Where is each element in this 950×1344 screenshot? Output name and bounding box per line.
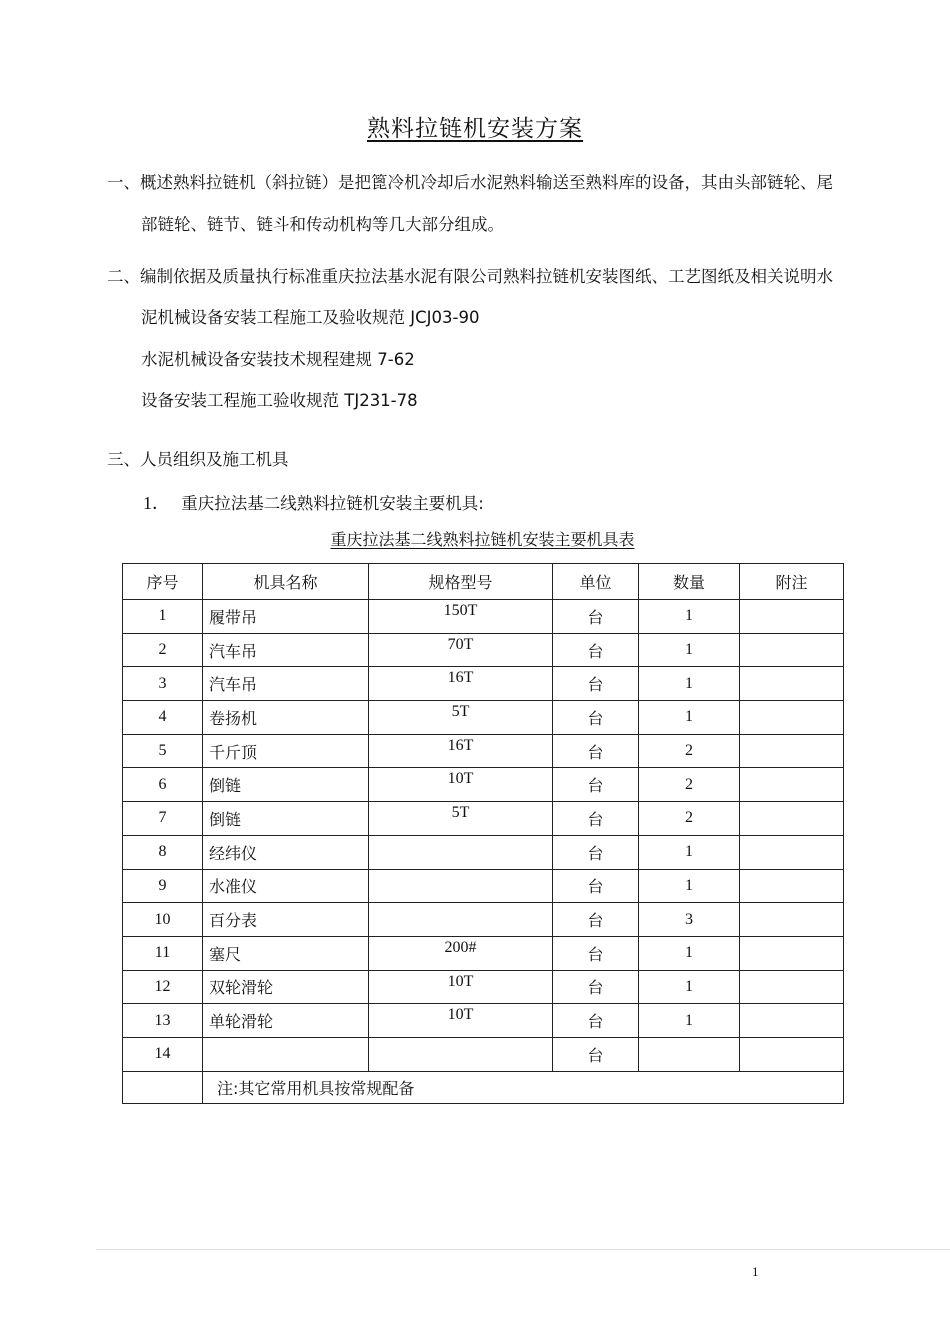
equipment-unit: 台 (553, 1037, 639, 1071)
equipment-quantity: 1 (639, 600, 740, 634)
row-number: 4 (123, 701, 203, 735)
equipment-note (740, 734, 844, 768)
equipment-note (740, 633, 844, 667)
equipment-quantity: 1 (639, 667, 740, 701)
table-header-row (123, 564, 844, 600)
equipment-note (740, 1004, 844, 1038)
equipment-unit: 台 (553, 970, 639, 1004)
equipment-note (740, 600, 844, 634)
row-number: 1 (123, 600, 203, 634)
equipment-name: 倒链 (203, 802, 369, 836)
equipment-quantity: 1 (639, 869, 740, 903)
equipment-name: 单轮滑轮 (203, 1004, 369, 1038)
header-spec: 规格型号 (369, 564, 553, 600)
row-number: 6 (123, 768, 203, 802)
equipment-quantity: 2 (639, 768, 740, 802)
equipment-unit: 台 (553, 903, 639, 937)
table-row (123, 1037, 844, 1071)
table-caption: 重庆拉法基二线熟料拉链机安装主要机具表 (330, 530, 635, 549)
equipment-note (740, 802, 844, 836)
equipment-name: 履带吊 (203, 600, 369, 634)
equipment-unit: 台 (553, 734, 639, 768)
equipment-note (740, 869, 844, 903)
equipment-spec: 10T (369, 1004, 553, 1038)
page-number: 1 (752, 1264, 759, 1279)
equipment-note (740, 701, 844, 735)
equipment-spec: 5T (369, 701, 553, 735)
equipment-name: 塞尺 (203, 936, 369, 970)
table-row (123, 802, 844, 836)
equipment-unit: 台 (553, 701, 639, 735)
row-number: 14 (123, 1037, 203, 1071)
table-row (123, 667, 844, 701)
row-number: 13 (123, 1004, 203, 1038)
header-note: 附注 (740, 564, 844, 600)
equipment-spec: 10T (369, 970, 553, 1004)
equipment-name: 千斤顶 (203, 734, 369, 768)
table-row (123, 633, 844, 667)
row-number: 7 (123, 802, 203, 836)
equipment-name: 汽车吊 (203, 633, 369, 667)
equipment-quantity: 1 (639, 1004, 740, 1038)
equipment-unit: 台 (553, 667, 639, 701)
row-number: 12 (123, 970, 203, 1004)
table-row (123, 903, 844, 937)
equipment-unit: 台 (553, 768, 639, 802)
equipment-note (740, 903, 844, 937)
equipment-name: 百分表 (203, 903, 369, 937)
table-row (123, 1004, 844, 1038)
equipment-unit: 台 (553, 600, 639, 634)
section-2-line-4: 设备安装工程施工验收规范 TJ231-78 (141, 391, 418, 410)
equipment-note (740, 835, 844, 869)
footer-divider (96, 1249, 950, 1250)
equipment-unit: 台 (553, 1004, 639, 1038)
equipment-note (740, 1037, 844, 1071)
equipment-table (122, 563, 844, 1104)
table-row (123, 734, 844, 768)
row-number: 3 (123, 667, 203, 701)
section-2-line-3: 水泥机械设备安装技术规程建规 7-62 (141, 350, 415, 369)
header-unit: 单位 (553, 564, 639, 600)
equipment-spec (369, 869, 553, 903)
equipment-name: 经纬仪 (203, 835, 369, 869)
equipment-note (740, 970, 844, 1004)
section-3-item-1 (143, 489, 484, 515)
header-qty: 数量 (639, 564, 740, 600)
document-title: 熟料拉链机安装方案 (367, 116, 583, 142)
equipment-spec: 150T (369, 600, 553, 634)
item-number: 1． (143, 493, 170, 513)
equipment-quantity: 3 (639, 903, 740, 937)
equipment-unit: 台 (553, 802, 639, 836)
row-number: 9 (123, 869, 203, 903)
table-footnote-row (123, 1071, 844, 1103)
item-text: 重庆拉法基二线熟料拉链机安装主要机具: (181, 494, 484, 513)
equipment-quantity: 1 (639, 701, 740, 735)
table-row (123, 701, 844, 735)
table-row (123, 600, 844, 634)
section-1-line-1: 一、概述熟料拉链机（斜拉链）是把篦冷机冷却后水泥熟料输送至熟料库的设备，其由头部链轮、尾 (107, 173, 833, 192)
equipment-spec: 16T (369, 734, 553, 768)
equipment-spec: 70T (369, 633, 553, 667)
table-row (123, 768, 844, 802)
equipment-note (740, 936, 844, 970)
equipment-name: 汽车吊 (203, 667, 369, 701)
header-name: 机具名称 (203, 564, 369, 600)
equipment-unit: 台 (553, 936, 639, 970)
equipment-quantity (639, 1037, 740, 1071)
equipment-quantity: 2 (639, 734, 740, 768)
section-1-line-2: 部链轮、链节、链斗和传动机构等几大部分组成。 (141, 215, 504, 234)
section-3-heading: 三、人员组织及施工机具 (107, 450, 289, 469)
equipment-name: 倒链 (203, 768, 369, 802)
row-number: 10 (123, 903, 203, 937)
equipment-quantity: 2 (639, 802, 740, 836)
equipment-name: 水准仪 (203, 869, 369, 903)
row-number: 2 (123, 633, 203, 667)
table-row (123, 835, 844, 869)
equipment-spec: 10T (369, 768, 553, 802)
equipment-spec (369, 835, 553, 869)
equipment-note (740, 768, 844, 802)
equipment-name: 双轮滑轮 (203, 970, 369, 1004)
equipment-quantity: 1 (639, 936, 740, 970)
equipment-unit: 台 (553, 835, 639, 869)
header-no: 序号 (123, 564, 203, 600)
table-row (123, 970, 844, 1004)
equipment-unit: 台 (553, 869, 639, 903)
row-number: 11 (123, 936, 203, 970)
row-number: 8 (123, 835, 203, 869)
equipment-spec (369, 1037, 553, 1071)
equipment-spec: 16T (369, 667, 553, 701)
equipment-spec (369, 903, 553, 937)
section-2-line-2: 泥机械设备安装工程施工及验收规范 JCJ03-90 (141, 308, 480, 327)
equipment-note (740, 667, 844, 701)
equipment-quantity: 1 (639, 835, 740, 869)
row-number: 5 (123, 734, 203, 768)
equipment-name (203, 1037, 369, 1071)
equipment-name: 卷扬机 (203, 701, 369, 735)
equipment-spec: 5T (369, 802, 553, 836)
equipment-quantity: 1 (639, 633, 740, 667)
table-row (123, 869, 844, 903)
equipment-spec: 200# (369, 936, 553, 970)
footnote-empty-cell (123, 1071, 203, 1103)
section-2-line-1: 二、编制依据及质量执行标准重庆拉法基水泥有限公司熟料拉链机安装图纸、工艺图纸及相关说明水 (107, 267, 833, 286)
table-row (123, 936, 844, 970)
equipment-unit: 台 (553, 633, 639, 667)
table-footnote: 注:其它常用机具按常规配备 (203, 1071, 844, 1103)
equipment-quantity: 1 (639, 970, 740, 1004)
